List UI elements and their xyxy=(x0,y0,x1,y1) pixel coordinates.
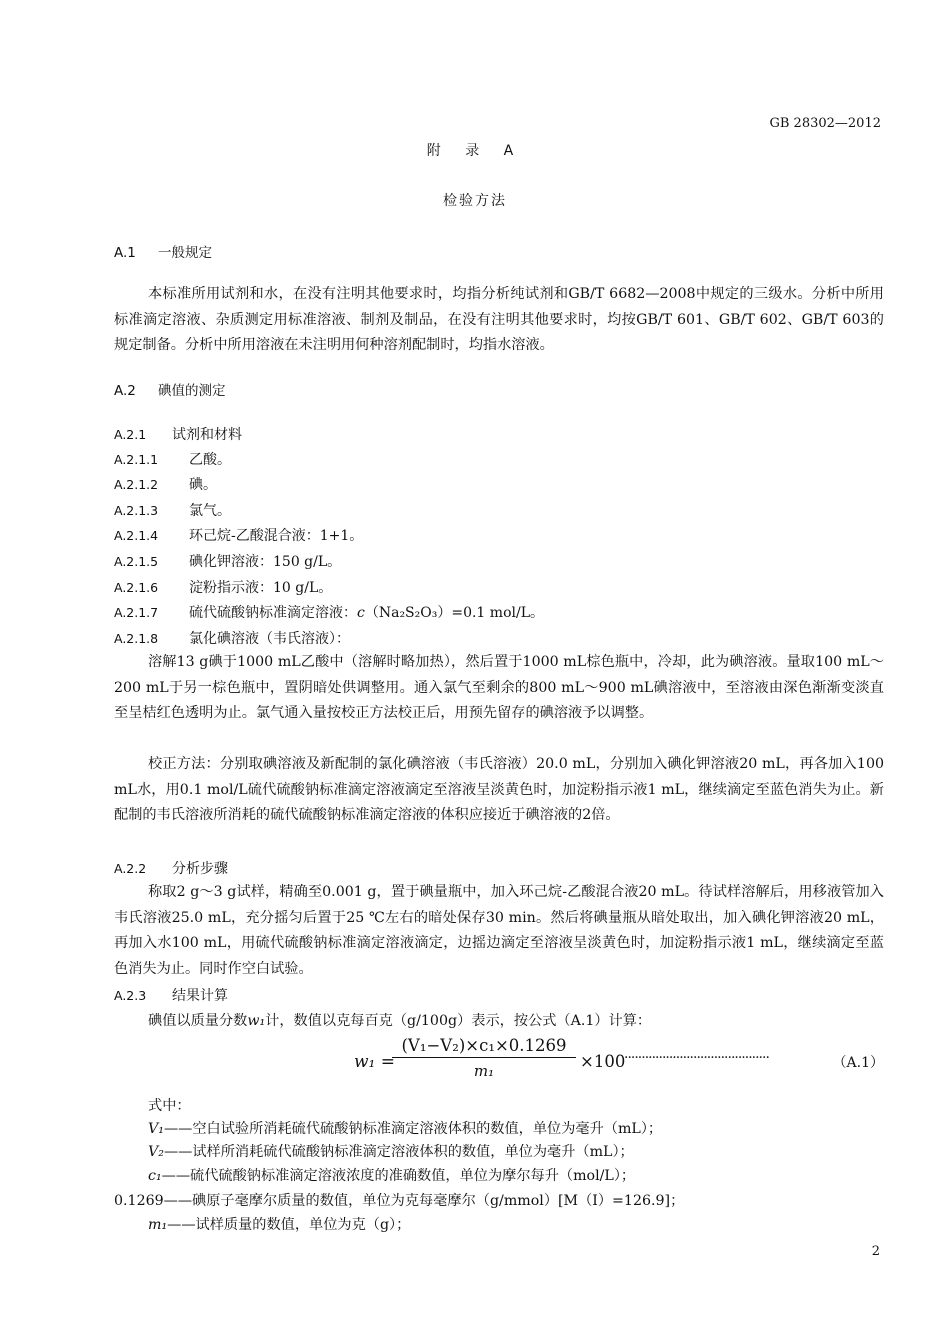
definition-row xyxy=(148,1214,410,1234)
section-number: A.2.3 xyxy=(114,988,147,1003)
item-text: 硫代硫酸钠标准滴定溶液： xyxy=(189,605,357,621)
definition-symbol: V₂ xyxy=(148,1144,164,1160)
standard-number: GB 28302—2012 xyxy=(769,116,881,131)
calibration-paragraph: 校正方法：分别取碘溶液及新配制的氯化碘溶液（韦氏溶液）20.0 mL，分别加入碘化钾溶液20 mL，再各加入100 mL水，用0.1 mol/L硫代硫酸钠标准滴定溶液滴定至溶液呈淡黄色时，加淀粉指示液1 mL，继续滴定至蓝色消失为止。新配制的韦氏溶液所消耗的硫代硫酸钠标准滴定溶液的体积应接近于碘溶液的2倍。 xyxy=(114,756,884,824)
list-item xyxy=(114,500,231,520)
intro-variable: w₁ xyxy=(247,1013,266,1029)
formula-lhs: w₁ = xyxy=(354,1052,396,1072)
item-number: A.2.1.8 xyxy=(114,631,159,646)
item-number: A.2.1.7 xyxy=(114,605,159,620)
definition-symbol: c₁ xyxy=(148,1168,162,1184)
item-formula: （Na₂S₂O₃）=0.1 mol/L。 xyxy=(364,605,544,621)
item-number: A.2.1.1 xyxy=(114,452,159,467)
item-text: 环己烷-乙酸混合液：1+1。 xyxy=(189,528,364,544)
definition-row xyxy=(148,1165,635,1185)
list-item xyxy=(114,602,544,622)
item-number: A.2.1.4 xyxy=(114,528,159,543)
section-number: A.2.2 xyxy=(114,861,147,876)
formula-reference: （A.1） xyxy=(832,1055,884,1071)
item-number: A.2.1.3 xyxy=(114,503,159,518)
where-label: 式中： xyxy=(148,1098,191,1114)
annex-label: 附 录 A xyxy=(426,143,524,159)
formula-fraction xyxy=(392,1036,576,1080)
item-number: A.2.1.5 xyxy=(114,554,159,569)
list-item xyxy=(114,551,341,571)
item-text: 碘化钾溶液：150 g/L。 xyxy=(189,554,342,570)
preparation-paragraph: 溶解13 g碘于1000 mL乙酸中（溶解时略加热），然后置于1000 mL棕色瓶中，冷却，此为碘溶液。量取100 mL～200 mL于另一棕色瓶中，置阴暗处供调整用。通入氯气至剩余的800 mL～900 mL碘溶液中，至溶液由深色渐渐变淡直至呈桔红色透明为止。氯气通入量按校正方法校正后，用预先留存的碘溶液予以调整。 xyxy=(114,654,884,722)
section-a23-heading xyxy=(114,985,228,1005)
formula-factor: ×100 xyxy=(580,1052,626,1071)
section-a1-paragraph: 本标准所用试剂和水，在没有注明其他要求时，均指分析纯试剂和GB/T 6682—2008中规定的三级水。分析中所用标准滴定溶液、杂质测定用标准溶液、制剂及制品，在没有注明其他要求时，均按GB/T 601、GB/T 602、GB/T 603的规定制备。分析中所用溶液在未注明用何种溶剂配制时，均指水溶液。 xyxy=(114,286,884,354)
section-a1-heading xyxy=(114,241,212,261)
section-title: 分析步骤 xyxy=(172,861,228,877)
item-text: 淀粉指示液：10 g/L。 xyxy=(189,580,333,596)
item-text: 碘。 xyxy=(189,477,217,493)
definition-symbol: 0.1269 xyxy=(114,1193,164,1209)
list-item xyxy=(114,577,332,597)
procedure-paragraph: 称取2 g～3 g试样，精确至0.001 g，置于碘量瓶中，加入环己烷-乙酸混合液20 mL。待试样溶解后，用移液管加入韦氏溶液25.0 mL，充分摇匀后置于25 ℃左右的暗处保存30 min。然后将碘量瓶从暗处取出，加入碘化钾溶液20 mL，再加入水100 mL，用硫代硫酸钠标准滴定溶液滴定，边摇边滴定至溶液呈淡黄色时，加淀粉指示液1 mL，继续滴定至蓝色消失为止。同时作空白试验。 xyxy=(114,884,884,977)
item-number: A.2.1.6 xyxy=(114,580,159,595)
calculation-intro xyxy=(148,1010,651,1030)
definition-symbol: m₁ xyxy=(148,1217,168,1233)
section-title: 碘值的测定 xyxy=(158,383,226,399)
definition-text: ——碘原子毫摩尔质量的数值，单位为克每毫摩尔（g/mmol）[M（I）=126.9]； xyxy=(163,1193,685,1209)
page-number: 2 xyxy=(871,1244,880,1259)
section-title: 结果计算 xyxy=(172,988,228,1004)
intro-text: 计，数值以克每百克（g/100g）表示，按公式（A.1）计算： xyxy=(265,1013,652,1029)
item-text: 氯气。 xyxy=(189,503,231,519)
concentration-symbol: c xyxy=(357,605,365,621)
list-item xyxy=(114,628,350,648)
annex-title: 检验方法 xyxy=(443,193,507,209)
definition-symbol: V₁ xyxy=(148,1121,164,1137)
item-text: 氯化碘溶液（韦氏溶液）： xyxy=(189,631,350,647)
definition-text: ——试样所消耗硫代硫酸钠标准滴定溶液体积的数值，单位为毫升（mL）； xyxy=(163,1144,634,1160)
formula-leader: ·········································· xyxy=(624,1050,769,1066)
section-title: 一般规定 xyxy=(158,245,212,261)
fraction-bar xyxy=(392,1057,576,1058)
formula-numerator: (V₁−V₂)×c₁×0.1269 xyxy=(401,1036,567,1055)
section-a21-heading xyxy=(114,424,242,444)
list-item xyxy=(114,525,363,545)
list-item xyxy=(114,474,217,494)
definition-row xyxy=(114,1190,684,1210)
intro-text: 碘值以质量分数 xyxy=(148,1013,248,1029)
item-text: 乙酸。 xyxy=(189,452,231,468)
section-a22-heading xyxy=(114,858,228,878)
definition-text: ——硫代硫酸钠标准滴定溶液浓度的准确数值，单位为摩尔每升（mol/L）； xyxy=(161,1168,636,1184)
section-number: A.2.1 xyxy=(114,427,147,442)
section-title: 试剂和材料 xyxy=(172,427,242,443)
formula-denominator: m₁ xyxy=(473,1062,495,1080)
list-item xyxy=(114,449,231,469)
section-a2-heading xyxy=(114,379,226,399)
definition-row xyxy=(148,1141,634,1161)
definition-text: ——空白试验所消耗硫代硫酸钠标准滴定溶液体积的数值，单位为毫升（mL）； xyxy=(163,1121,663,1137)
formula-a1 xyxy=(354,1036,884,1092)
definition-row xyxy=(148,1118,662,1138)
section-number: A.1 xyxy=(114,245,136,261)
definition-text: ——试样质量的数值，单位为克（g）； xyxy=(167,1217,411,1233)
item-number: A.2.1.2 xyxy=(114,477,159,492)
section-number: A.2 xyxy=(114,383,136,399)
